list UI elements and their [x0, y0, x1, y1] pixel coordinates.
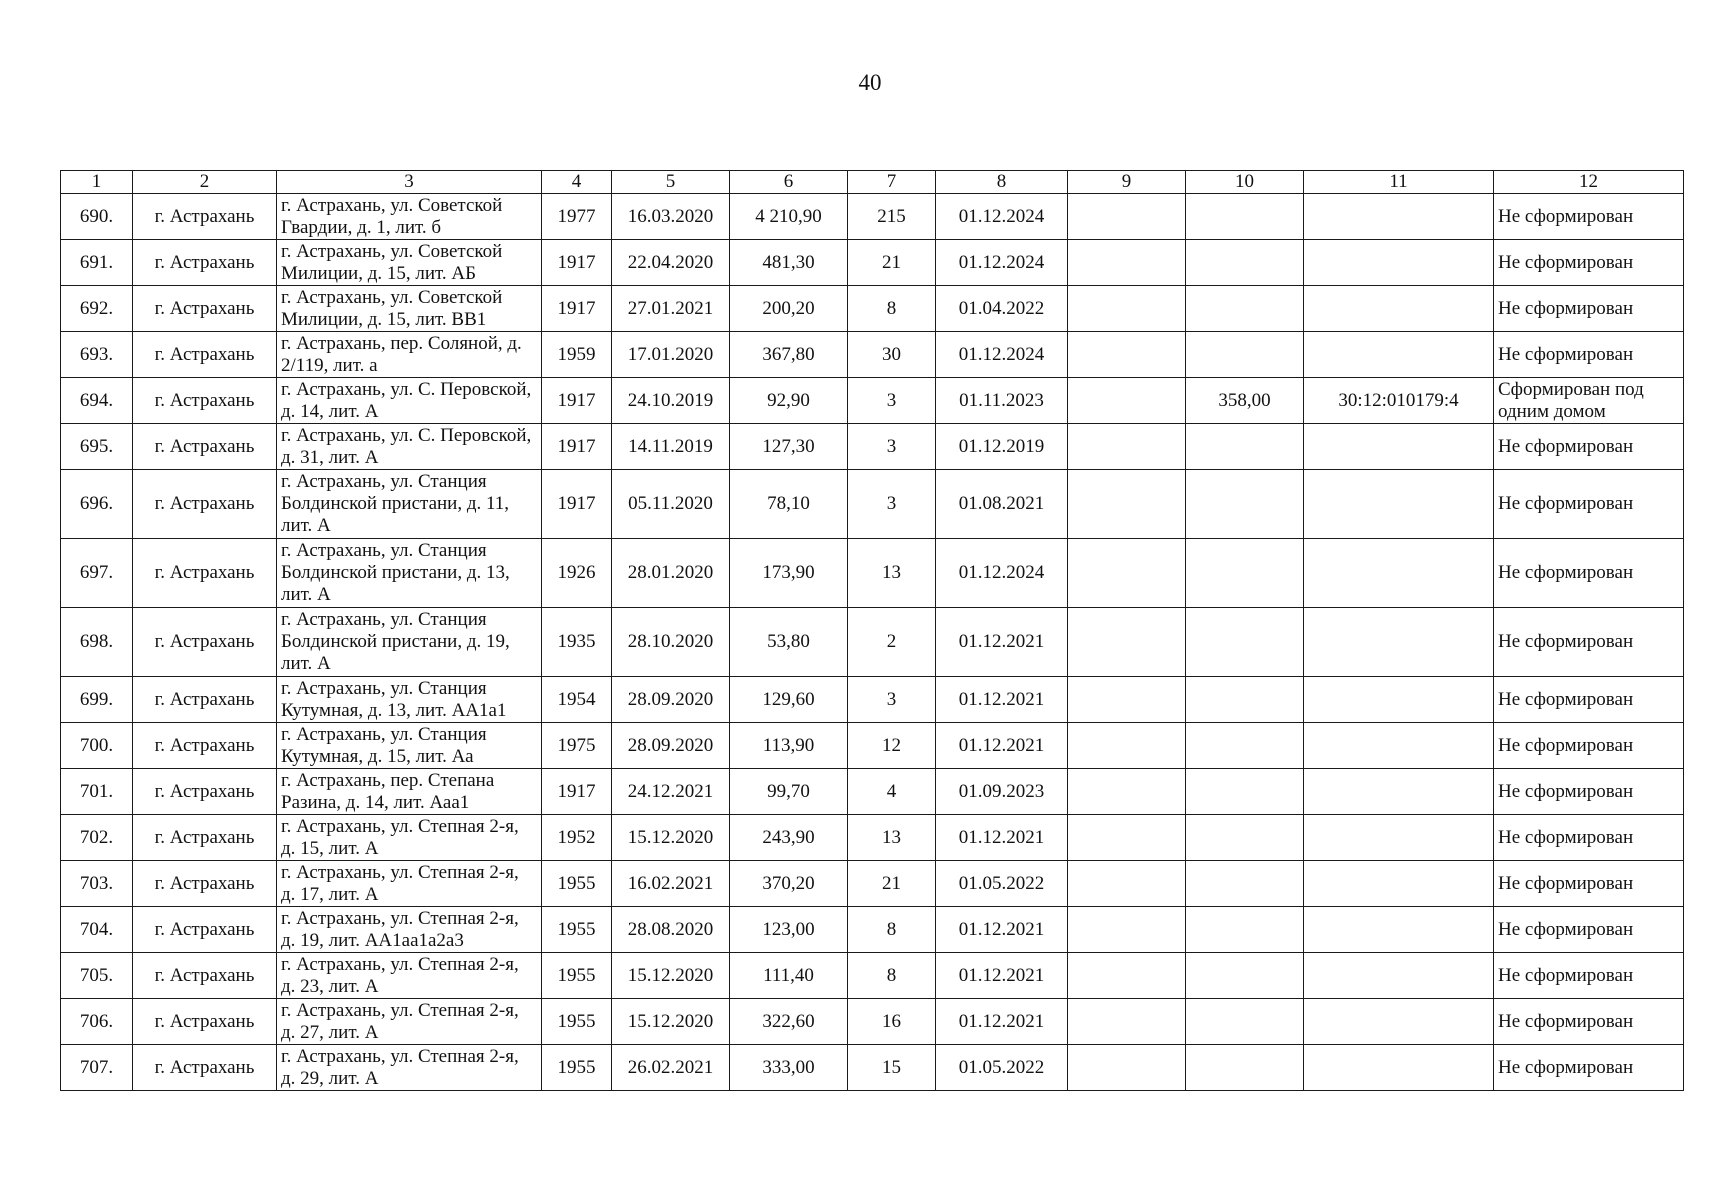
residents-cell: 12	[848, 723, 936, 769]
row-number-cell: 703.	[61, 861, 133, 907]
column-header: 4	[542, 171, 612, 194]
address-cell: г. Астрахань, ул. Советской Милиции, д. 15, лит. АБ	[277, 240, 542, 286]
inspection-date-cell: 28.08.2020	[612, 907, 730, 953]
land-area-cell: 358,00	[1186, 378, 1304, 424]
address-cell: г. Астрахань, ул. Станция Болдинской пристани, д. 13, лит. А	[277, 539, 542, 608]
land-status-cell: Не сформирован	[1494, 953, 1684, 999]
row-number-cell: 702.	[61, 815, 133, 861]
row-number-cell: 698.	[61, 608, 133, 677]
city-cell: г. Астрахань	[133, 240, 277, 286]
address-cell: г. Астрахань, ул. Степная 2-я, д. 29, лит. А	[277, 1045, 542, 1091]
residents-cell: 215	[848, 194, 936, 240]
table-row	[61, 769, 1684, 815]
year-cell: 1935	[542, 608, 612, 677]
area-cell: 322,60	[730, 999, 848, 1045]
row-number-cell: 697.	[61, 539, 133, 608]
land-status-cell: Не сформирован	[1494, 861, 1684, 907]
deadline-cell: 01.12.2021	[936, 815, 1068, 861]
city-cell: г. Астрахань	[133, 194, 277, 240]
deadline-cell: 01.11.2023	[936, 378, 1068, 424]
row-number-cell: 692.	[61, 286, 133, 332]
row-number-cell: 695.	[61, 424, 133, 470]
column-9-cell	[1068, 539, 1186, 608]
column-9-cell	[1068, 677, 1186, 723]
deadline-cell: 01.12.2021	[936, 907, 1068, 953]
table-row	[61, 677, 1684, 723]
column-header: 12	[1494, 171, 1684, 194]
table-row	[61, 378, 1684, 424]
residents-cell: 3	[848, 677, 936, 723]
column-9-cell	[1068, 424, 1186, 470]
residents-cell: 3	[848, 470, 936, 539]
area-cell: 200,20	[730, 286, 848, 332]
area-cell: 243,90	[730, 815, 848, 861]
land-area-cell	[1186, 815, 1304, 861]
column-header: 1	[61, 171, 133, 194]
row-number-cell: 705.	[61, 953, 133, 999]
deadline-cell: 01.04.2022	[936, 286, 1068, 332]
cadastral-number-cell	[1304, 1045, 1494, 1091]
deadline-cell: 01.05.2022	[936, 861, 1068, 907]
residents-cell: 3	[848, 424, 936, 470]
column-9-cell	[1068, 1045, 1186, 1091]
inspection-date-cell: 26.02.2021	[612, 1045, 730, 1091]
land-status-cell: Не сформирован	[1494, 907, 1684, 953]
land-area-cell	[1186, 332, 1304, 378]
cadastral-number-cell	[1304, 424, 1494, 470]
year-cell: 1917	[542, 470, 612, 539]
column-header: 5	[612, 171, 730, 194]
land-area-cell	[1186, 424, 1304, 470]
address-cell: г. Астрахань, ул. Станция Болдинской пристани, д. 19, лит. А	[277, 608, 542, 677]
table-row	[61, 815, 1684, 861]
cadastral-number-cell	[1304, 907, 1494, 953]
land-status-cell: Не сформирован	[1494, 470, 1684, 539]
area-cell: 173,90	[730, 539, 848, 608]
deadline-cell: 01.05.2022	[936, 1045, 1068, 1091]
land-status-cell: Не сформирован	[1494, 769, 1684, 815]
area-cell: 113,90	[730, 723, 848, 769]
residents-cell: 2	[848, 608, 936, 677]
land-status-cell: Не сформирован	[1494, 194, 1684, 240]
year-cell: 1955	[542, 999, 612, 1045]
inspection-date-cell: 16.02.2021	[612, 861, 730, 907]
residents-cell: 8	[848, 953, 936, 999]
table-body	[61, 194, 1684, 1091]
inspection-date-cell: 22.04.2020	[612, 240, 730, 286]
column-header: 2	[133, 171, 277, 194]
cadastral-number-cell	[1304, 815, 1494, 861]
residents-cell: 16	[848, 999, 936, 1045]
cadastral-number-cell: 30:12:010179:4	[1304, 378, 1494, 424]
residents-cell: 3	[848, 378, 936, 424]
table-row	[61, 999, 1684, 1045]
area-cell: 367,80	[730, 332, 848, 378]
area-cell: 53,80	[730, 608, 848, 677]
deadline-cell: 01.12.2024	[936, 332, 1068, 378]
year-cell: 1917	[542, 240, 612, 286]
inspection-date-cell: 24.12.2021	[612, 769, 730, 815]
table-row	[61, 424, 1684, 470]
city-cell: г. Астрахань	[133, 907, 277, 953]
inspection-date-cell: 15.12.2020	[612, 953, 730, 999]
column-header: 6	[730, 171, 848, 194]
row-number-cell: 699.	[61, 677, 133, 723]
year-cell: 1917	[542, 286, 612, 332]
land-area-cell	[1186, 1045, 1304, 1091]
cadastral-number-cell	[1304, 240, 1494, 286]
table-row	[61, 1045, 1684, 1091]
inspection-date-cell: 24.10.2019	[612, 378, 730, 424]
row-number-cell: 707.	[61, 1045, 133, 1091]
inspection-date-cell: 15.12.2020	[612, 815, 730, 861]
page-number: 40	[858, 70, 882, 95]
land-status-cell: Не сформирован	[1494, 815, 1684, 861]
area-cell: 333,00	[730, 1045, 848, 1091]
cadastral-number-cell	[1304, 999, 1494, 1045]
table-row	[61, 861, 1684, 907]
area-cell: 111,40	[730, 953, 848, 999]
cadastral-number-cell	[1304, 286, 1494, 332]
city-cell: г. Астрахань	[133, 953, 277, 999]
land-area-cell	[1186, 769, 1304, 815]
city-cell: г. Астрахань	[133, 861, 277, 907]
column-header: 11	[1304, 171, 1494, 194]
land-status-cell: Не сформирован	[1494, 723, 1684, 769]
year-cell: 1955	[542, 953, 612, 999]
address-cell: г. Астрахань, пер. Соляной, д. 2/119, лит. а	[277, 332, 542, 378]
city-cell: г. Астрахань	[133, 769, 277, 815]
year-cell: 1955	[542, 861, 612, 907]
area-cell: 4 210,90	[730, 194, 848, 240]
year-cell: 1926	[542, 539, 612, 608]
area-cell: 481,30	[730, 240, 848, 286]
land-area-cell	[1186, 723, 1304, 769]
deadline-cell: 01.12.2021	[936, 723, 1068, 769]
column-9-cell	[1068, 378, 1186, 424]
deadline-cell: 01.12.2024	[936, 240, 1068, 286]
residents-cell: 8	[848, 286, 936, 332]
address-cell: г. Астрахань, ул. Степная 2-я, д. 23, лит. А	[277, 953, 542, 999]
land-area-cell	[1186, 999, 1304, 1045]
city-cell: г. Астрахань	[133, 999, 277, 1045]
deadline-cell: 01.12.2021	[936, 677, 1068, 723]
column-9-cell	[1068, 194, 1186, 240]
address-cell: г. Астрахань, ул. Степная 2-я, д. 15, лит. А	[277, 815, 542, 861]
land-area-cell	[1186, 608, 1304, 677]
residents-cell: 8	[848, 907, 936, 953]
deadline-cell: 01.12.2021	[936, 999, 1068, 1045]
deadline-cell: 01.12.2021	[936, 608, 1068, 677]
area-cell: 129,60	[730, 677, 848, 723]
inspection-date-cell: 28.10.2020	[612, 608, 730, 677]
row-number-cell: 690.	[61, 194, 133, 240]
land-status-cell: Не сформирован	[1494, 999, 1684, 1045]
column-header: 10	[1186, 171, 1304, 194]
inspection-date-cell: 27.01.2021	[612, 286, 730, 332]
address-cell: г. Астрахань, ул. Степная 2-я, д. 27, лит. А	[277, 999, 542, 1045]
area-cell: 127,30	[730, 424, 848, 470]
column-9-cell	[1068, 240, 1186, 286]
table-row	[61, 194, 1684, 240]
city-cell: г. Астрахань	[133, 539, 277, 608]
cadastral-number-cell	[1304, 677, 1494, 723]
address-cell: г. Астрахань, ул. Советской Милиции, д. 15, лит. ВВ1	[277, 286, 542, 332]
residents-cell: 15	[848, 1045, 936, 1091]
deadline-cell: 01.12.2019	[936, 424, 1068, 470]
city-cell: г. Астрахань	[133, 677, 277, 723]
area-cell: 78,10	[730, 470, 848, 539]
year-cell: 1917	[542, 424, 612, 470]
registry-table	[60, 170, 1684, 1091]
column-header: 7	[848, 171, 936, 194]
land-status-cell: Не сформирован	[1494, 539, 1684, 608]
city-cell: г. Астрахань	[133, 286, 277, 332]
inspection-date-cell: 05.11.2020	[612, 470, 730, 539]
land-area-cell	[1186, 953, 1304, 999]
year-cell: 1955	[542, 907, 612, 953]
row-number-cell: 701.	[61, 769, 133, 815]
cadastral-number-cell	[1304, 194, 1494, 240]
inspection-date-cell: 16.03.2020	[612, 194, 730, 240]
column-header: 9	[1068, 171, 1186, 194]
column-number-row	[61, 171, 1684, 194]
row-number-cell: 700.	[61, 723, 133, 769]
land-area-cell	[1186, 286, 1304, 332]
land-status-cell: Не сформирован	[1494, 332, 1684, 378]
table-row	[61, 953, 1684, 999]
land-status-cell: Не сформирован	[1494, 240, 1684, 286]
column-9-cell	[1068, 723, 1186, 769]
row-number-cell: 694.	[61, 378, 133, 424]
column-9-cell	[1068, 953, 1186, 999]
column-9-cell	[1068, 861, 1186, 907]
land-status-cell: Не сформирован	[1494, 424, 1684, 470]
address-cell: г. Астрахань, пер. Степана Разина, д. 14, лит. Ааа1	[277, 769, 542, 815]
city-cell: г. Астрахань	[133, 1045, 277, 1091]
residents-cell: 13	[848, 539, 936, 608]
cadastral-number-cell	[1304, 539, 1494, 608]
address-cell: г. Астрахань, ул. Станция Болдинской пристани, д. 11, лит. А	[277, 470, 542, 539]
table-row	[61, 723, 1684, 769]
address-cell: г. Астрахань, ул. Степная 2-я, д. 19, лит. АА1аа1а2а3	[277, 907, 542, 953]
table-row	[61, 539, 1684, 608]
table-row	[61, 608, 1684, 677]
land-status-cell: Не сформирован	[1494, 608, 1684, 677]
area-cell: 123,00	[730, 907, 848, 953]
residents-cell: 21	[848, 240, 936, 286]
cadastral-number-cell	[1304, 861, 1494, 907]
year-cell: 1917	[542, 378, 612, 424]
land-area-cell	[1186, 470, 1304, 539]
land-area-cell	[1186, 539, 1304, 608]
city-cell: г. Астрахань	[133, 608, 277, 677]
land-area-cell	[1186, 907, 1304, 953]
year-cell: 1977	[542, 194, 612, 240]
address-cell: г. Астрахань, ул. Степная 2-я, д. 17, лит. А	[277, 861, 542, 907]
area-cell: 370,20	[730, 861, 848, 907]
city-cell: г. Астрахань	[133, 424, 277, 470]
year-cell: 1954	[542, 677, 612, 723]
address-cell: г. Астрахань, ул. С. Перовской, д. 14, лит. А	[277, 378, 542, 424]
column-9-cell	[1068, 608, 1186, 677]
city-cell: г. Астрахань	[133, 378, 277, 424]
table-row	[61, 240, 1684, 286]
area-cell: 99,70	[730, 769, 848, 815]
cadastral-number-cell	[1304, 953, 1494, 999]
inspection-date-cell: 14.11.2019	[612, 424, 730, 470]
city-cell: г. Астрахань	[133, 470, 277, 539]
column-header: 3	[277, 171, 542, 194]
row-number-cell: 696.	[61, 470, 133, 539]
inspection-date-cell: 17.01.2020	[612, 332, 730, 378]
year-cell: 1952	[542, 815, 612, 861]
land-area-cell	[1186, 194, 1304, 240]
deadline-cell: 01.12.2021	[936, 953, 1068, 999]
residents-cell: 4	[848, 769, 936, 815]
address-cell: г. Астрахань, ул. Станция Кутумная, д. 15, лит. Аа	[277, 723, 542, 769]
year-cell: 1975	[542, 723, 612, 769]
land-area-cell	[1186, 861, 1304, 907]
deadline-cell: 01.12.2024	[936, 194, 1068, 240]
year-cell: 1959	[542, 332, 612, 378]
residents-cell: 21	[848, 861, 936, 907]
inspection-date-cell: 28.01.2020	[612, 539, 730, 608]
table-row	[61, 332, 1684, 378]
inspection-date-cell: 28.09.2020	[612, 677, 730, 723]
column-9-cell	[1068, 999, 1186, 1045]
city-cell: г. Астрахань	[133, 332, 277, 378]
row-number-cell: 693.	[61, 332, 133, 378]
address-cell: г. Астрахань, ул. Советской Гвардии, д. 1, лит. б	[277, 194, 542, 240]
deadline-cell: 01.09.2023	[936, 769, 1068, 815]
column-9-cell	[1068, 769, 1186, 815]
deadline-cell: 01.12.2024	[936, 539, 1068, 608]
residents-cell: 13	[848, 815, 936, 861]
land-area-cell	[1186, 240, 1304, 286]
column-9-cell	[1068, 286, 1186, 332]
row-number-cell: 691.	[61, 240, 133, 286]
city-cell: г. Астрахань	[133, 723, 277, 769]
year-cell: 1917	[542, 769, 612, 815]
area-cell: 92,90	[730, 378, 848, 424]
land-status-cell: Не сформирован	[1494, 677, 1684, 723]
column-9-cell	[1068, 470, 1186, 539]
cadastral-number-cell	[1304, 332, 1494, 378]
inspection-date-cell: 15.12.2020	[612, 999, 730, 1045]
table-row	[61, 907, 1684, 953]
cadastral-number-cell	[1304, 723, 1494, 769]
land-status-cell: Сформирован под одним домом	[1494, 378, 1684, 424]
column-9-cell	[1068, 332, 1186, 378]
year-cell: 1955	[542, 1045, 612, 1091]
cadastral-number-cell	[1304, 470, 1494, 539]
residents-cell: 30	[848, 332, 936, 378]
column-9-cell	[1068, 815, 1186, 861]
city-cell: г. Астрахань	[133, 815, 277, 861]
row-number-cell: 704.	[61, 907, 133, 953]
row-number-cell: 706.	[61, 999, 133, 1045]
column-header: 8	[936, 171, 1068, 194]
land-area-cell	[1186, 677, 1304, 723]
table-row	[61, 470, 1684, 539]
inspection-date-cell: 28.09.2020	[612, 723, 730, 769]
land-status-cell: Не сформирован	[1494, 1045, 1684, 1091]
cadastral-number-cell	[1304, 769, 1494, 815]
table-row	[61, 286, 1684, 332]
column-9-cell	[1068, 907, 1186, 953]
land-status-cell: Не сформирован	[1494, 286, 1684, 332]
deadline-cell: 01.08.2021	[936, 470, 1068, 539]
address-cell: г. Астрахань, ул. Станция Кутумная, д. 13, лит. АА1а1	[277, 677, 542, 723]
address-cell: г. Астрахань, ул. С. Перовской, д. 31, лит. А	[277, 424, 542, 470]
cadastral-number-cell	[1304, 608, 1494, 677]
